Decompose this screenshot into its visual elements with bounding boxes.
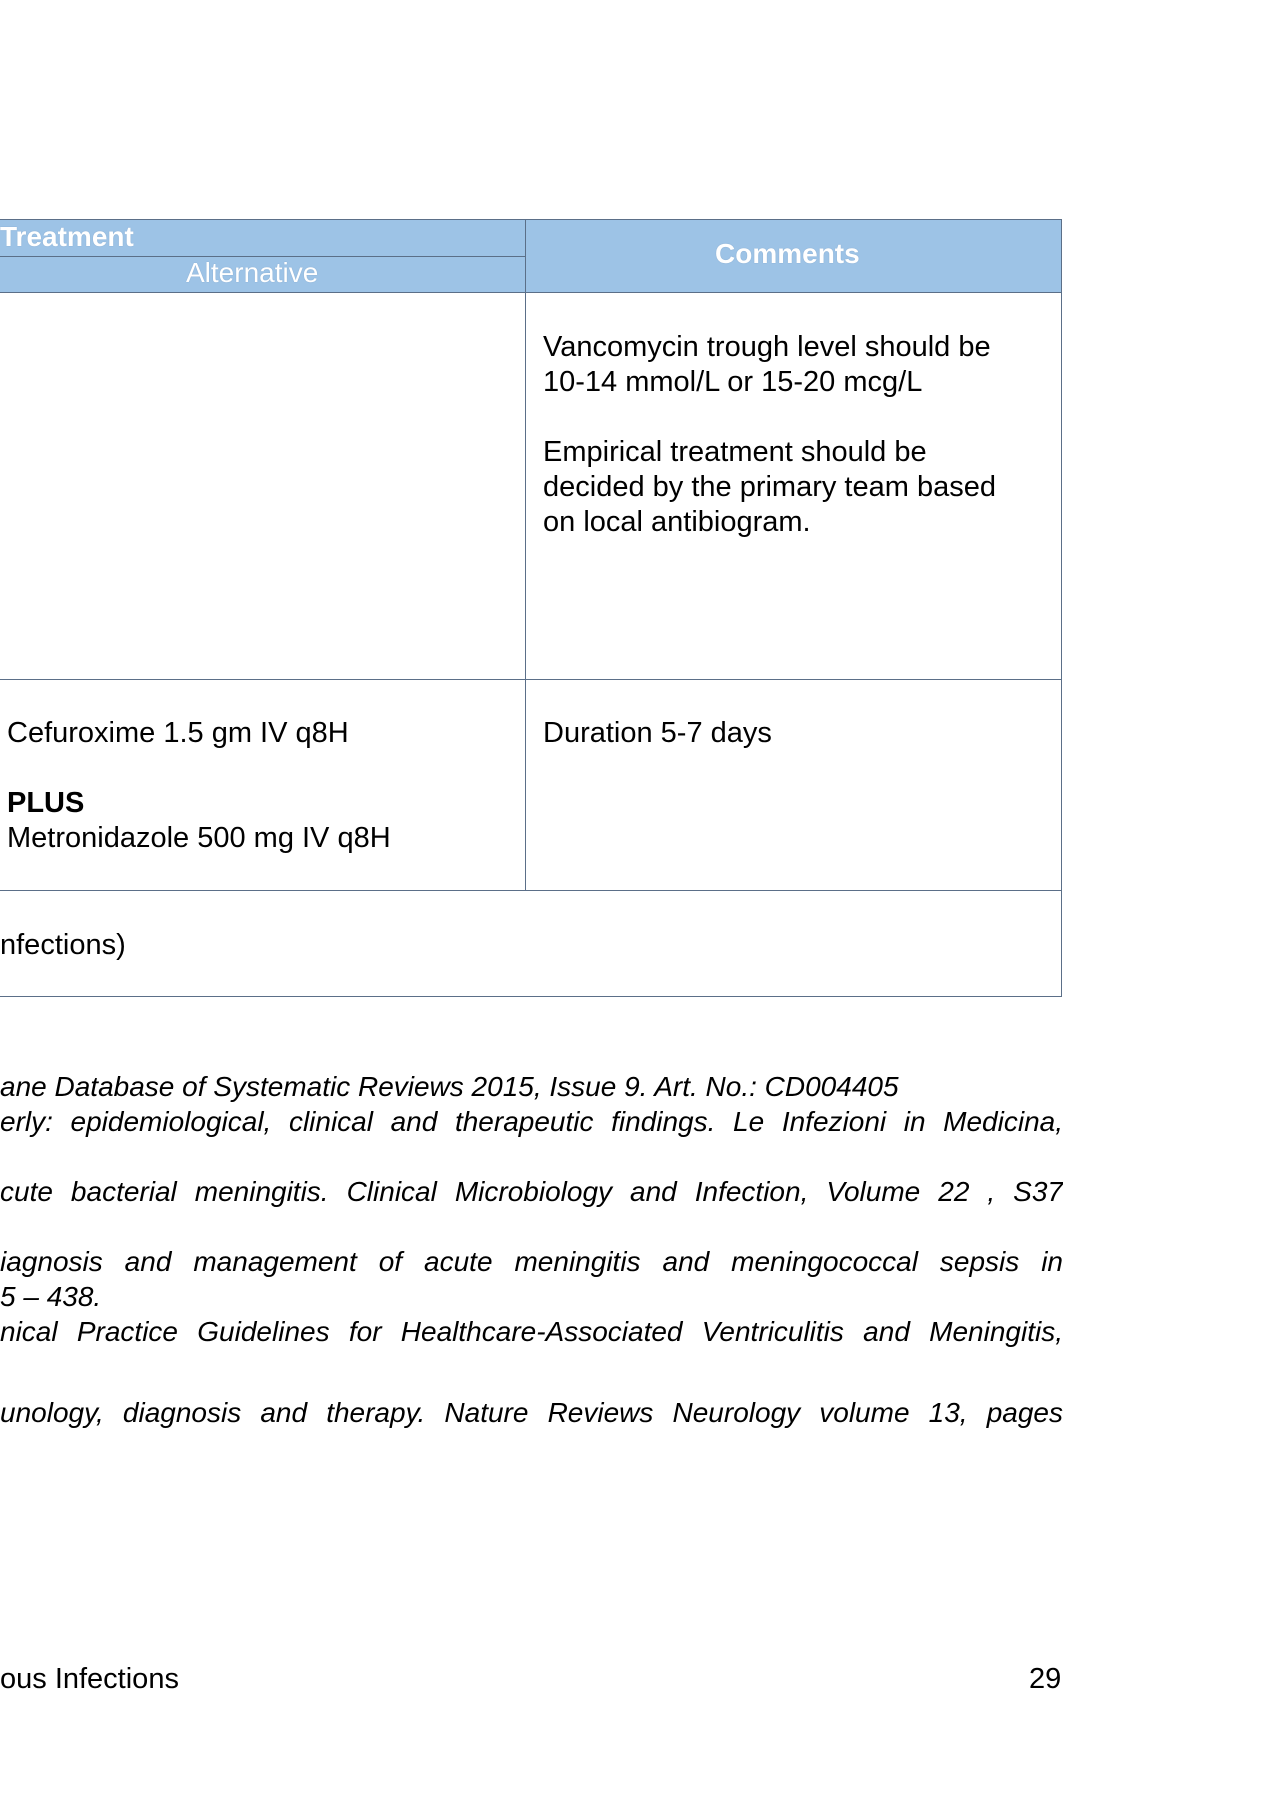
footer-title: ous Infections xyxy=(0,1663,179,1695)
reference-line: ane Database of Systematic Reviews 2015, Issue 9. Art. No.: CD004405 xyxy=(0,1071,899,1102)
header-alternative: Alternative xyxy=(186,257,319,288)
row1-comment-line: 10-14 mmol/L or 15-20 mcg/L xyxy=(543,366,923,398)
header-treatment: Treatment xyxy=(0,221,134,252)
reference-line: unology, diagnosis and therapy. Nature Reviews Neurology volume 13, pages xyxy=(0,1397,1063,1428)
reference-line: erly: epidemiological, clinical and therapeutic findings. Le Infezioni in Medicina, xyxy=(0,1106,1063,1137)
page-number: 29 xyxy=(1029,1663,1062,1695)
reference-line: iagnosis and management of acute meningitis and meningococcal sepsis in xyxy=(0,1246,1063,1277)
column-divider xyxy=(525,219,526,891)
row2-comment: Duration 5-7 days xyxy=(543,717,772,749)
row3-text: nfections) xyxy=(0,929,126,961)
row2-alternative-drug: Cefuroxime 1.5 gm IV q8H xyxy=(7,717,349,749)
row1-comment-line: decided by the primary team based xyxy=(543,471,996,503)
header-bottom-rule xyxy=(0,292,1062,293)
row1-comment-line: Empirical treatment should be xyxy=(543,436,927,468)
row2-bottom-rule xyxy=(0,890,1062,891)
reference-line: 5 – 438. xyxy=(0,1281,102,1312)
reference-line: cute bacterial meningitis. Clinical Microbiology and Infection, Volume 22 , S37 xyxy=(0,1176,1063,1207)
row1-bottom-rule xyxy=(0,679,1062,680)
header-comments: Comments xyxy=(715,238,860,269)
row1-comment-line: on local antibiogram. xyxy=(543,506,811,538)
row1-comment-line: Vancomycin trough level should be xyxy=(543,331,991,363)
row2-plus-label: PLUS xyxy=(7,787,85,819)
table-top-rule xyxy=(0,219,1062,220)
row2-alternative-drug: Metronidazole 500 mg IV q8H xyxy=(7,822,391,854)
table-right-border xyxy=(1061,219,1062,997)
reference-line: nical Practice Guidelines for Healthcare-Associated Ventriculitis and Meningitis, xyxy=(0,1316,1063,1347)
table-bottom-rule xyxy=(0,996,1062,997)
